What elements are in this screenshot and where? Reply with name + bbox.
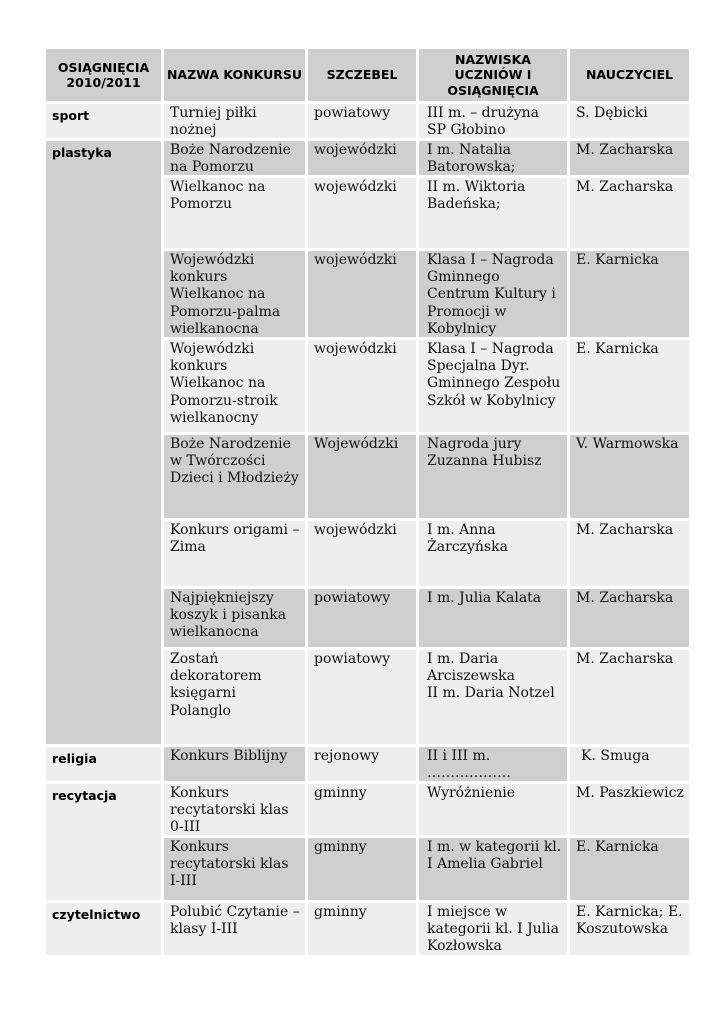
cell-szczebel: wojewódzki <box>308 141 416 175</box>
cell-nauczyciel: V. Warmowska <box>570 435 689 518</box>
category-sport: sport <box>46 104 161 138</box>
cell-konkurs: Boże Narodzenie w Twórczości Dzieci i Młodzieży <box>164 435 305 518</box>
cell-szczebel: wojewódzki <box>308 340 416 432</box>
cell-szczebel: gminny <box>308 838 416 900</box>
cell-konkurs: Boże Narodzenie na Pomorzu <box>164 141 305 175</box>
cell-nauczyciel: E. Karnicka <box>570 838 689 900</box>
cell-konkurs: Konkurs recytatorski klas 0-III <box>164 784 305 835</box>
header-nazwa-konkursu: NAZWA KONKURSU <box>164 49 305 101</box>
cell-nauczyciel: S. Dębicki <box>570 104 689 138</box>
cell-uczniowie: Klasa I – Nagroda Specjalna Dyr. Gminnego Zespołu Szkół w Kobylnicy <box>419 340 567 432</box>
cell-uczniowie: Wyróżnienie <box>419 784 567 835</box>
cell-konkurs: Konkurs Biblijny <box>164 747 305 781</box>
cell-konkurs: Konkurs origami – Zima <box>164 521 305 586</box>
category-recytacja: recytacja <box>46 784 161 900</box>
cell-uczniowie: Nagroda jury Zuzanna Hubisz <box>419 435 567 518</box>
cell-nauczyciel: M. Zacharska <box>570 650 689 744</box>
cell-szczebel: powiatowy <box>308 650 416 744</box>
cell-nauczyciel: E. Karnicka <box>570 251 689 337</box>
achievements-table <box>46 49 689 955</box>
student-line: I m. Daria Arciszewska <box>427 651 515 685</box>
cell-szczebel: wojewódzki <box>308 251 416 337</box>
cell-szczebel: wojewódzki <box>308 178 416 248</box>
cell-konkurs: Wojewódzki konkurs Wielkanoc na Pomorzu-stroik wielkanocny <box>164 340 305 432</box>
cell-uczniowie: I m. Anna Żarczyńska <box>419 521 567 586</box>
cell-uczniowie: I m. Julia Kalata <box>419 589 567 647</box>
cell-konkurs: Wielkanoc na Pomorzu <box>164 178 305 248</box>
cell-uczniowie <box>419 650 567 744</box>
category-religia: religia <box>46 747 161 781</box>
cell-uczniowie: I miejsce w kategorii kl. I Julia Kozłowska <box>419 903 567 955</box>
cell-szczebel: gminny <box>308 903 416 955</box>
cell-nauczyciel: M. Paszkiewicz <box>570 784 689 835</box>
student-line: II m. Daria Notzel <box>427 685 555 702</box>
cell-nauczyciel: M. Zacharska <box>570 178 689 248</box>
cell-nauczyciel: M. Zacharska <box>570 589 689 647</box>
category-czytelnictwo: czytelnictwo <box>46 903 161 955</box>
cell-konkurs: Polubić Czytanie – klasy I-III <box>164 903 305 955</box>
cell-konkurs: Zostań dekoratorem księgarni Polanglo <box>164 650 305 744</box>
cell-szczebel: Wojewódzki <box>308 435 416 518</box>
cell-nauczyciel: M. Zacharska <box>570 521 689 586</box>
cell-uczniowie: II m. Wiktoria Badeńska; <box>419 178 567 248</box>
cell-nauczyciel: E. Karnicka; E. Koszutowska <box>570 903 689 955</box>
cell-konkurs: Konkurs recytatorski klas I-III <box>164 838 305 900</box>
cell-uczniowie: Klasa I – Nagroda Gminnego Centrum Kultury i Promocji w Kobylnicy <box>419 251 567 337</box>
cell-szczebel: rejonowy <box>308 747 416 781</box>
cell-szczebel: powiatowy <box>308 589 416 647</box>
cell-uczniowie: I m. w kategorii kl. I Amelia Gabriel <box>419 838 567 900</box>
cell-konkurs: Turniej piłki nożnej <box>164 104 305 138</box>
header-szczebel: SZCZEBEL <box>308 49 416 101</box>
cell-szczebel: wojewódzki <box>308 521 416 586</box>
category-plastyka: plastyka <box>46 141 161 744</box>
header-nauczyciel: NAUCZYCIEL <box>570 49 689 101</box>
cell-konkurs: Wojewódzki konkurs Wielkanoc na Pomorzu-palma wielkanocna <box>164 251 305 337</box>
cell-szczebel: gminny <box>308 784 416 835</box>
cell-nauczyciel: E. Karnicka <box>570 340 689 432</box>
header-osiagniecia: OSIĄGNIĘCIA 2010/2011 <box>46 49 161 101</box>
cell-uczniowie: III m. – drużyna SP Głobino <box>419 104 567 138</box>
cell-nauczyciel: K. Smuga <box>570 747 689 781</box>
cell-konkurs: Najpiękniejszy koszyk i pisanka wielkanocna <box>164 589 305 647</box>
cell-szczebel: powiatowy <box>308 104 416 138</box>
header-nazwiska: NAZWISKA UCZNIÓW I OSIĄGNIĘCIA <box>419 49 567 101</box>
cell-uczniowie: I m. Natalia Batorowska; <box>419 141 567 175</box>
cell-uczniowie: II i III m. ……………… <box>419 747 567 781</box>
cell-nauczyciel: M. Zacharska <box>570 141 689 175</box>
